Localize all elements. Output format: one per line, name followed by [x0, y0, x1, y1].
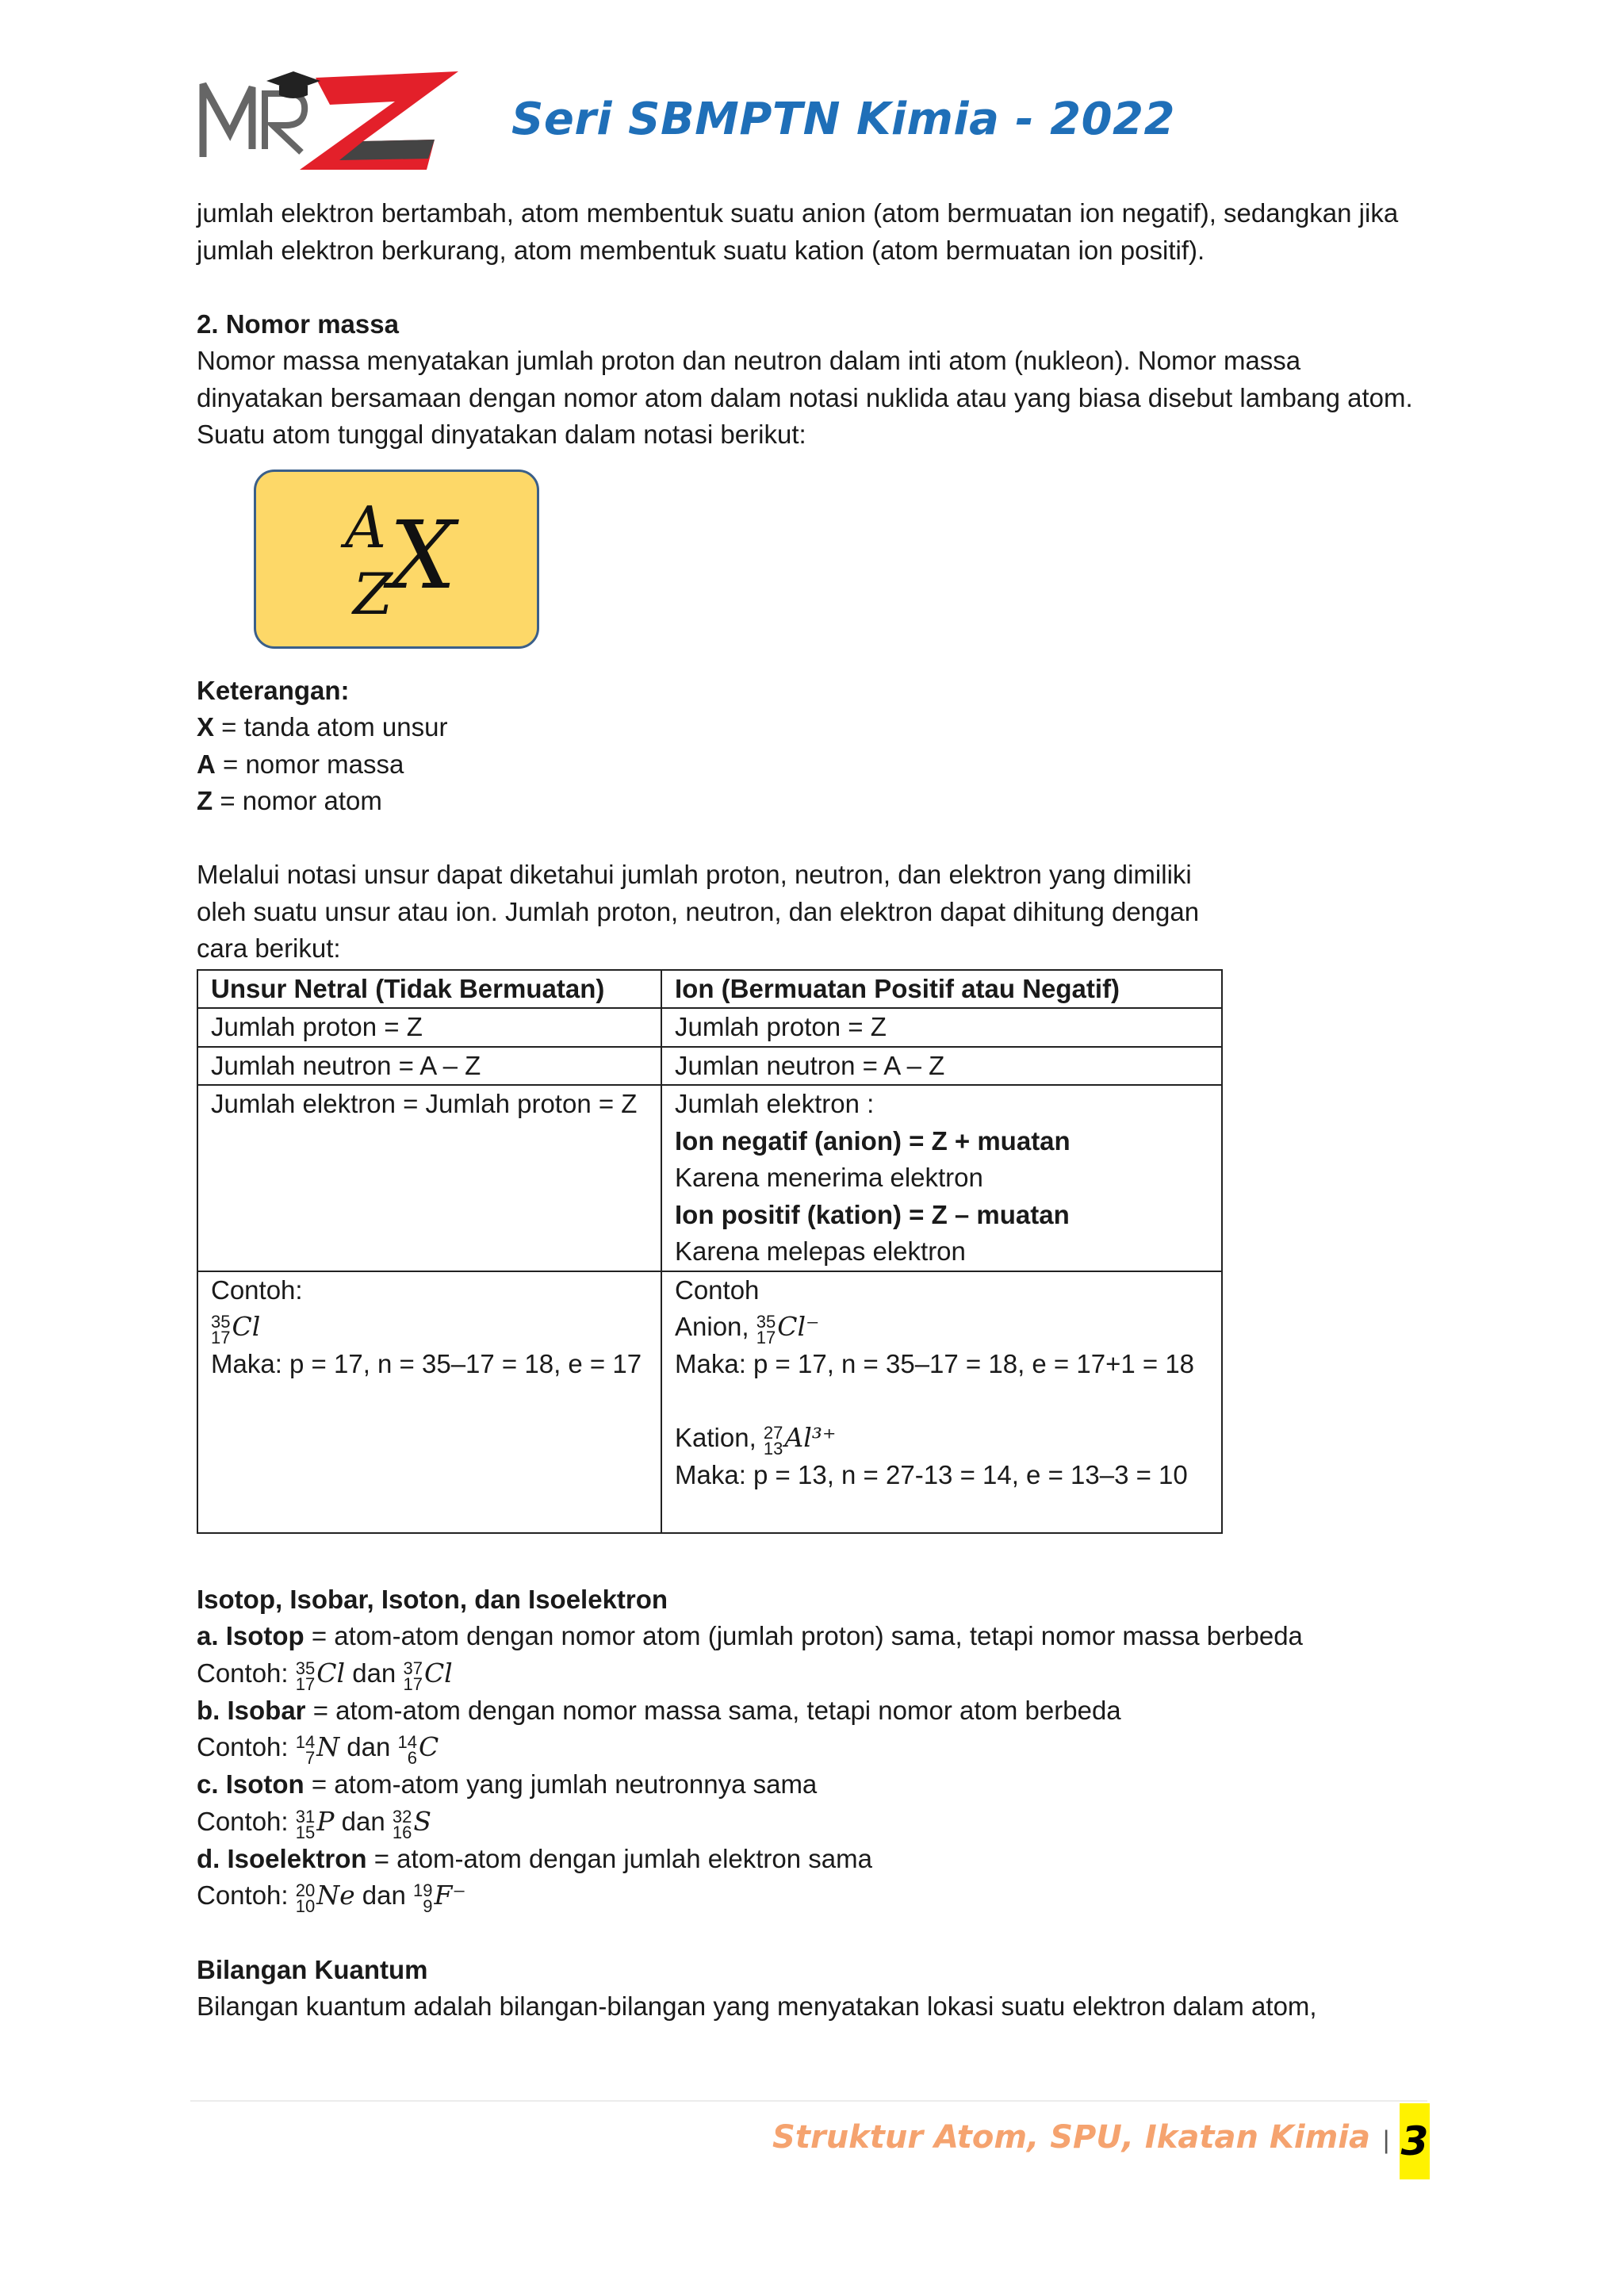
footer-divider [190, 2100, 1427, 2102]
legend-item: Z = nomor atom [197, 786, 382, 815]
legend-heading: Keterangan: [197, 675, 350, 705]
quantum-paragraph: Bilangan kuantum adalah bilangan-bilangan yang menyatakan lokasi suatu elektron dalam atom, [197, 1991, 1317, 2021]
isobar-example: Contoh: 14 7 N dan 14 6 C [197, 1731, 439, 1768]
page-number: 3 [1400, 2103, 1430, 2179]
table-row [197, 1047, 1222, 1086]
anion-example: Anion, 35 17 Cl⁻ [675, 1311, 820, 1347]
footer-separator: | [1383, 2125, 1390, 2154]
cation-example: Kation, 27 13 Al³⁺ [675, 1422, 837, 1458]
nuclide-notation-box [254, 470, 539, 649]
table-row [197, 1008, 1222, 1047]
notation-atomic-number: Z [353, 560, 393, 627]
table-intro-line: Melalui notasi unsur dapat diketahui jumlah proton, neutron, dan elektron yang dimiliki [197, 860, 1192, 889]
isoton-example: Contoh: 31 15 P dan 32 16 S [197, 1805, 431, 1842]
table-cell: Jumlah proton = Z [197, 1008, 661, 1047]
mass-number-paragraph: Nomor massa menyatakan jumlah proton dan neutron dalam inti atom (nukleon). Nomor massa dinyatakan bersamaan dengan nomor atom dalam notasi nuklida atau yang biasa disebut lambang atom. [197, 346, 1413, 412]
table-intro-line: oleh suatu unsur atau ion. Jumlah proton, neutron, dan elektron dapat dihitung dengan [197, 896, 1200, 926]
isotopes-heading: Isotop, Isobar, Isoton, dan Isoelektron [197, 1584, 668, 1614]
table-cell: Contoh Anion, 35 17 Cl⁻ Maka: p = 17, n = 35–17 = 18, e = 17+1 = 18 Kation, 27 13 Al³⁺ Maka: p = 13, n = 27-13 = 14, e = 13–3 = 10 [661, 1271, 1222, 1533]
mrz-logo [197, 54, 466, 173]
legend-item: A = nomor massa [197, 749, 404, 779]
table-header-row [197, 970, 1222, 1009]
notation-mass-number: A [345, 493, 386, 561]
isoelectron-example: Contoh: 20 10 Ne dan 19 9 F⁻ [197, 1880, 466, 1916]
notation-intro: Suatu atom tunggal dinyatakan dalam notasi berikut: [197, 420, 806, 449]
isobar-definition: b. Isobar = atom-atom dengan nomor massa sama, tetapi nomor atom berbeda [197, 1695, 1121, 1725]
isoton-definition: c. Isoton = atom-atom yang jumlah neutronnya sama [197, 1769, 818, 1799]
legend-item: X = tanda atom unsur [197, 712, 448, 742]
table-cell: Jumlah neutron = A – Z [197, 1047, 661, 1086]
table-row [197, 1271, 1222, 1533]
isoelectron-definition: d. Isoelektron = atom-atom dengan jumlah elektron sama [197, 1843, 872, 1873]
table-cell: Jumlan neutron = A – Z [661, 1047, 1222, 1086]
isotope-definition: a. Isotop = atom-atom dengan nomor atom (jumlah proton) sama, tetapi nomor massa berbeda [197, 1621, 1303, 1650]
footer-chapter-title: Struktur Atom, SPU, Ikatan Kimia [772, 2119, 1370, 2156]
table-cell: Jumlah elektron : Ion negatif (anion) = Z + muatan Karena menerima elektron Ion positif (kation) = Z – muatan Karena melepas elektron [661, 1085, 1222, 1271]
intro-paragraph: jumlah elektron bertambah, atom membentuk suatu anion (atom bermuatan ion negatif), sedangkan jika jumlah elektron berkurang, atom membentuk suatu kation (atom bermuatan ion positif). [197, 198, 1399, 265]
section-heading-nomor-massa: 2. Nomor massa [197, 309, 399, 339]
quantum-heading: Bilangan Kuantum [197, 1954, 428, 1984]
table-cell: Contoh: 35 17 Cl Maka: p = 17, n = 35–17 = 18, e = 17 [197, 1271, 661, 1533]
table-cell: Jumlah proton = Z [661, 1008, 1222, 1047]
notation-symbol: X [389, 500, 457, 610]
isotope-example: Contoh: 35 17 Cl dan 37 17 Cl [197, 1657, 453, 1694]
main-content [197, 195, 1418, 2026]
nuclide-cl-35: 35 17 Cl [211, 1311, 261, 1347]
table-header-ion: Ion (Bermuatan Positif atau Negatif) [661, 970, 1222, 1009]
table-row [197, 1085, 1222, 1271]
table-header-neutral: Unsur Netral (Tidak Bermuatan) [197, 970, 661, 1009]
particle-count-table [197, 969, 1223, 1534]
table-cell: Jumlah elektron = Jumlah proton = Z [197, 1085, 661, 1271]
table-intro-line: cara berikut: [197, 933, 341, 963]
series-title: Seri SBMPTN Kimia - 2022 [511, 94, 1175, 145]
